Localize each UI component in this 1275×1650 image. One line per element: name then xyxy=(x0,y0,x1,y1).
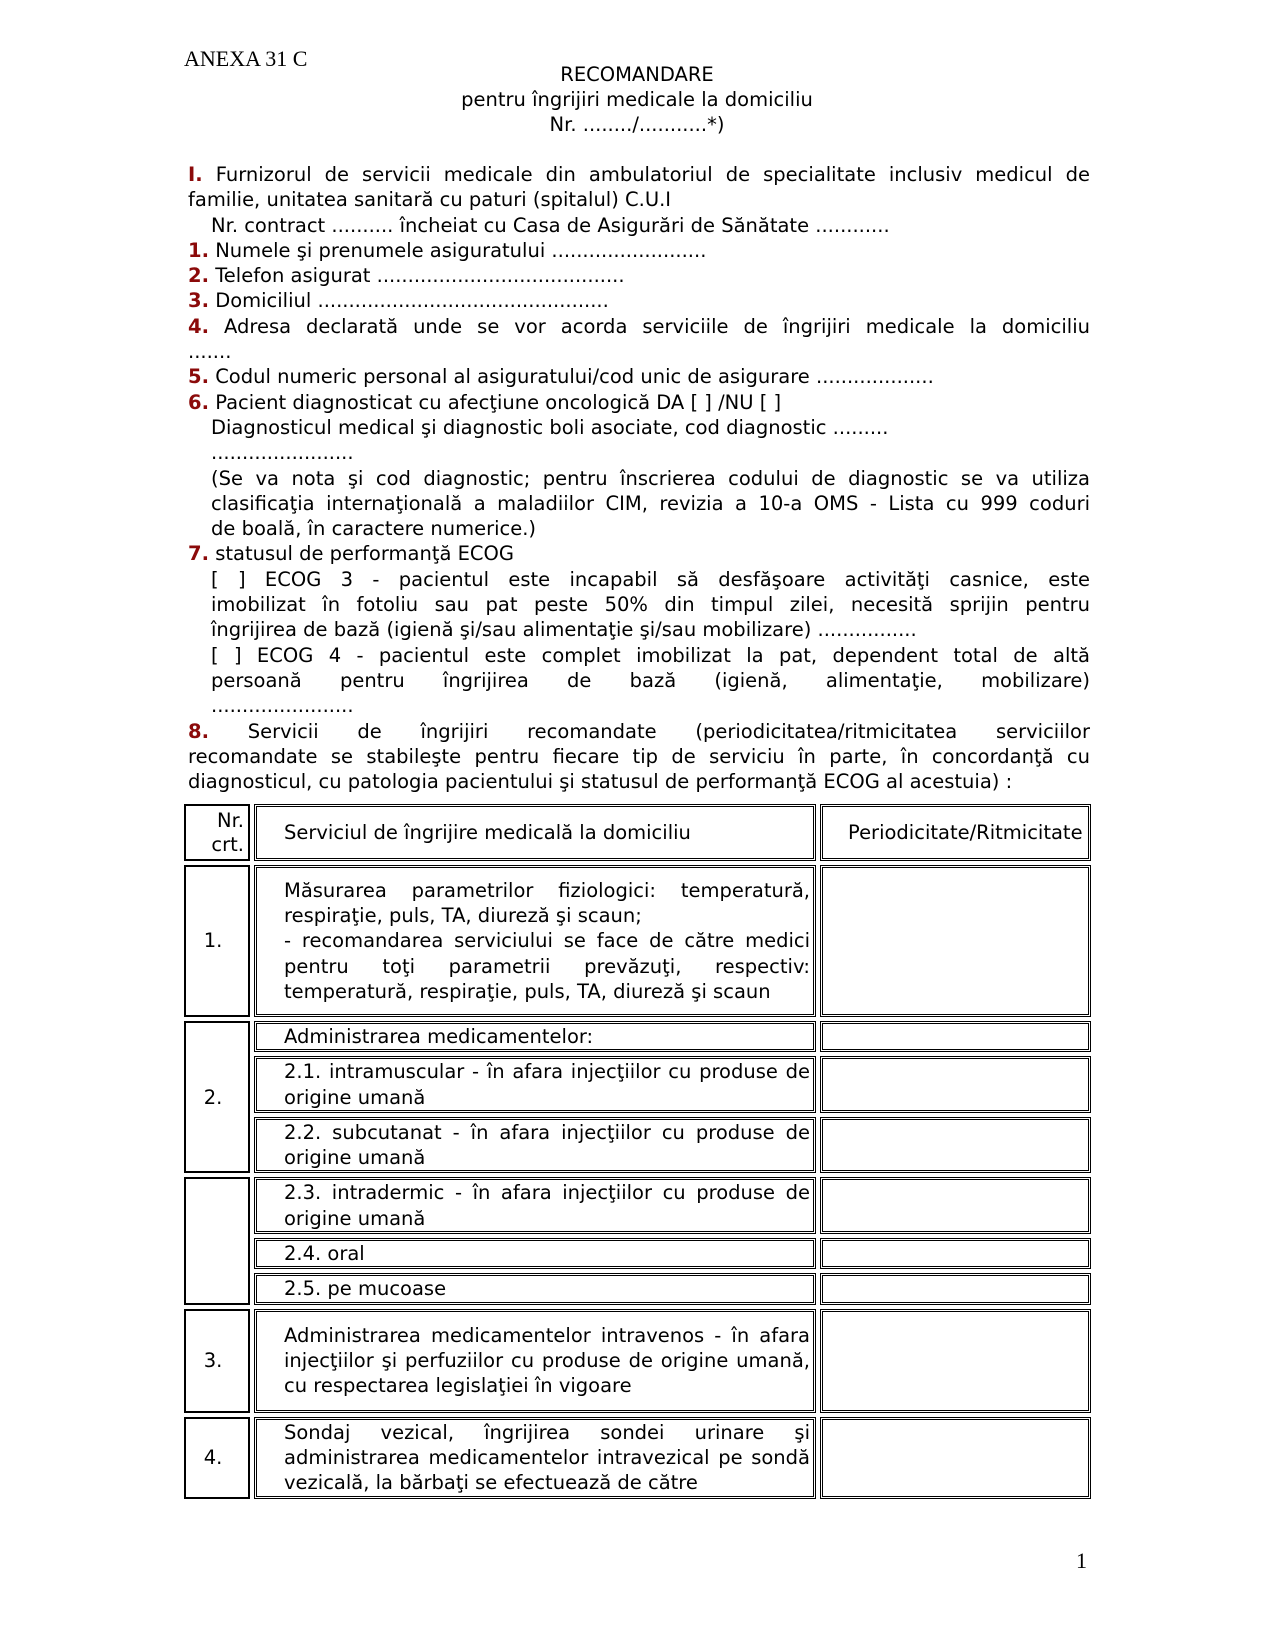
row-nr: 4. xyxy=(184,1417,250,1499)
contract-field[interactable]: Nr. contract .......... încheiat cu Casa de Asigurări de Sănătate ............ xyxy=(211,213,890,237)
row-period-input[interactable] xyxy=(820,865,1091,1017)
ecog4-checkbox[interactable]: [ ] ECOG 4 - pacientul este complet imobilizat la pat, dependent total de altă xyxy=(211,643,1090,667)
diagnosis-note-2: clasificaţia internaţională a maladiilor CIM, revizia a 10-a OMS - Lista cu 999 coduri xyxy=(211,491,1090,515)
document-title: RECOMANDARE xyxy=(560,63,714,86)
row-service: Sondaj vezical, îngrijirea sondei urinare şi administrarea medicamentelor intravezical pe sondă vezicală, la bărbaţi se efectuează de către xyxy=(254,1417,816,1499)
item-text: Domiciliul ............................................... xyxy=(215,289,609,313)
item-marker: 8. xyxy=(188,719,209,743)
row-period-input[interactable] xyxy=(820,1238,1091,1269)
section-i-line1 xyxy=(188,162,1090,187)
header-service: Serviciul de îngrijire medicală la domiciliu xyxy=(254,804,816,861)
section-i-text: Furnizorul de servicii medicale din ambulatoriul de specialitate inclusiv medicul de xyxy=(215,163,1090,186)
field-oncology-checkbox[interactable] xyxy=(188,390,1090,415)
ecog3-text-3: îngrijirea de bază (igienă şi/sau alimentaţie şi/sau mobilizare) ................ xyxy=(211,618,917,642)
diagnosis-note-1: (Se va nota şi cod diagnostic; pentru înscrierea codului de diagnostic se va utiliza xyxy=(211,466,1090,490)
field-phone[interactable] xyxy=(188,263,1090,288)
row-service: 2.3. intradermic - în afara injecţiilor cu produse de origine umană xyxy=(254,1177,816,1234)
row-period-input[interactable] xyxy=(820,1056,1091,1113)
row-period-input[interactable] xyxy=(820,1117,1091,1174)
field-insured-name[interactable] xyxy=(188,238,1090,263)
row-nr xyxy=(184,1177,250,1304)
row-service: 2.2. subcutanat - în afara injecţiilor cu produse de origine umană xyxy=(254,1117,816,1174)
document-number-field[interactable]: Nr. ......../...........*) xyxy=(549,113,725,136)
item-marker: 6. xyxy=(188,390,209,414)
ecog4-text-2: persoană pentru îngrijirea de bază (igienă, alimentaţie, mobilizare) xyxy=(211,668,1090,692)
document-title-block xyxy=(184,62,1090,137)
ecog-heading xyxy=(188,541,1090,566)
ecog3-text-2: imobilizat în fotoliu sau pat peste 50% din timpul zilei, necesită sprijin pentru xyxy=(211,593,1090,617)
services-intro-1 xyxy=(188,719,1090,744)
section-i-line2: familie, unitatea sanitară cu paturi (spitalul) C.U.I xyxy=(188,188,672,212)
item-text: Pacient diagnosticat cu afecţiune oncologică DA [ ] /NU [ ] xyxy=(215,390,782,414)
services-intro-2: recomandate se stabileşte pentru fiecare tip de serviciu în parte, în concordanţă cu xyxy=(188,744,1090,768)
field-diagnosis[interactable]: Diagnosticul medical şi diagnostic boli asociate, cod diagnostic ......... xyxy=(211,415,889,439)
item-marker: 5. xyxy=(188,365,209,389)
page-number: 1 xyxy=(1076,1548,1087,1573)
table-row xyxy=(184,1056,1091,1113)
table-row xyxy=(184,1117,1091,1174)
row-service: Administrarea medicamentelor: xyxy=(254,1021,816,1052)
table-row xyxy=(184,1309,1091,1413)
row-service: 2.1. intramuscular - în afara injecţiilor cu produse de origine umană xyxy=(254,1056,816,1113)
row-service: Administrarea medicamentelor intravenos - în afara injecţiilor şi perfuziilor cu produse de origine umană, cu respectarea legislaţiei în vigoare xyxy=(254,1309,816,1413)
field-cnp[interactable] xyxy=(188,364,1090,389)
diagnosis-note-3: de boală, în caractere numerice.) xyxy=(211,517,537,541)
item-marker: 1. xyxy=(188,238,209,262)
section-marker: I. xyxy=(188,163,203,186)
row-period-input[interactable] xyxy=(820,1021,1091,1052)
ecog3-checkbox[interactable]: [ ] ECOG 3 - pacientul este incapabil să desfăşoare activităţi casnice, este xyxy=(211,567,1090,591)
row-service: Măsurarea parametrilor fiziologici: temperatură, respiraţie, puls, TA, diureză şi scaun; - recomandarea serviciului se face de către medici pentru toţi parametrii prevăzuţi, respectiv: temperatură, respiraţie, puls, TA, diureză şi scaun xyxy=(254,865,816,1017)
field-diagnosis-cont[interactable]: ....................... xyxy=(211,441,354,465)
services-intro-text: Servicii de îngrijiri recomandate (periodicitatea/ritmicitatea serviciilor xyxy=(247,719,1091,743)
row-service: 2.5. pe mucoase xyxy=(254,1273,816,1304)
item-marker: 3. xyxy=(188,289,209,313)
field-declared-address[interactable] xyxy=(188,314,1090,339)
item-text: Telefon asigurat ........................................ xyxy=(215,264,625,288)
ecog-title: statusul de performanţă ECOG xyxy=(215,542,515,566)
document-subtitle: pentru îngrijiri medicale la domiciliu xyxy=(461,88,813,111)
item-marker: 7. xyxy=(188,542,209,566)
services-table xyxy=(184,800,1091,1503)
field-domicile[interactable] xyxy=(188,288,1090,313)
field-declared-address-cont[interactable]: ....... xyxy=(188,340,232,364)
row-nr: 2. xyxy=(184,1021,250,1173)
item-text: Numele şi prenumele asiguratului ......................... xyxy=(215,238,707,262)
item-text: Adresa declarată unde se vor acorda serviciile de îngrijiri medicale la domiciliu xyxy=(223,314,1090,338)
row-nr: 3. xyxy=(184,1309,250,1413)
item-marker: 2. xyxy=(188,264,209,288)
header-period: Periodicitate/Ritmicitate xyxy=(820,804,1091,861)
form-body xyxy=(188,162,1090,794)
row-period-input[interactable] xyxy=(820,1177,1091,1234)
row-period-input[interactable] xyxy=(820,1309,1091,1413)
item-text: Codul numeric personal al asiguratului/cod unic de asigurare ................... xyxy=(215,365,934,389)
row-service: 2.4. oral xyxy=(254,1238,816,1269)
table-row xyxy=(184,1417,1091,1499)
annex-label: ANEXA 31 C xyxy=(184,46,308,71)
ecog4-text-3: ....................... xyxy=(211,694,354,718)
row-nr: 1. xyxy=(184,865,250,1017)
row-period-input[interactable] xyxy=(820,1417,1091,1499)
table-row xyxy=(184,1177,1091,1234)
table-row xyxy=(184,865,1091,1017)
table-row xyxy=(184,1238,1091,1269)
table-row xyxy=(184,1021,1091,1052)
table-header-row xyxy=(184,804,1091,861)
row-period-input[interactable] xyxy=(820,1273,1091,1304)
item-marker: 4. xyxy=(188,314,209,338)
services-intro-3: diagnosticul, cu patologia pacientului şi statusul de performanţă ECOG al acestuia) : xyxy=(188,770,1013,794)
table-row xyxy=(184,1273,1091,1304)
header-nr: Nr. crt. xyxy=(184,804,250,861)
